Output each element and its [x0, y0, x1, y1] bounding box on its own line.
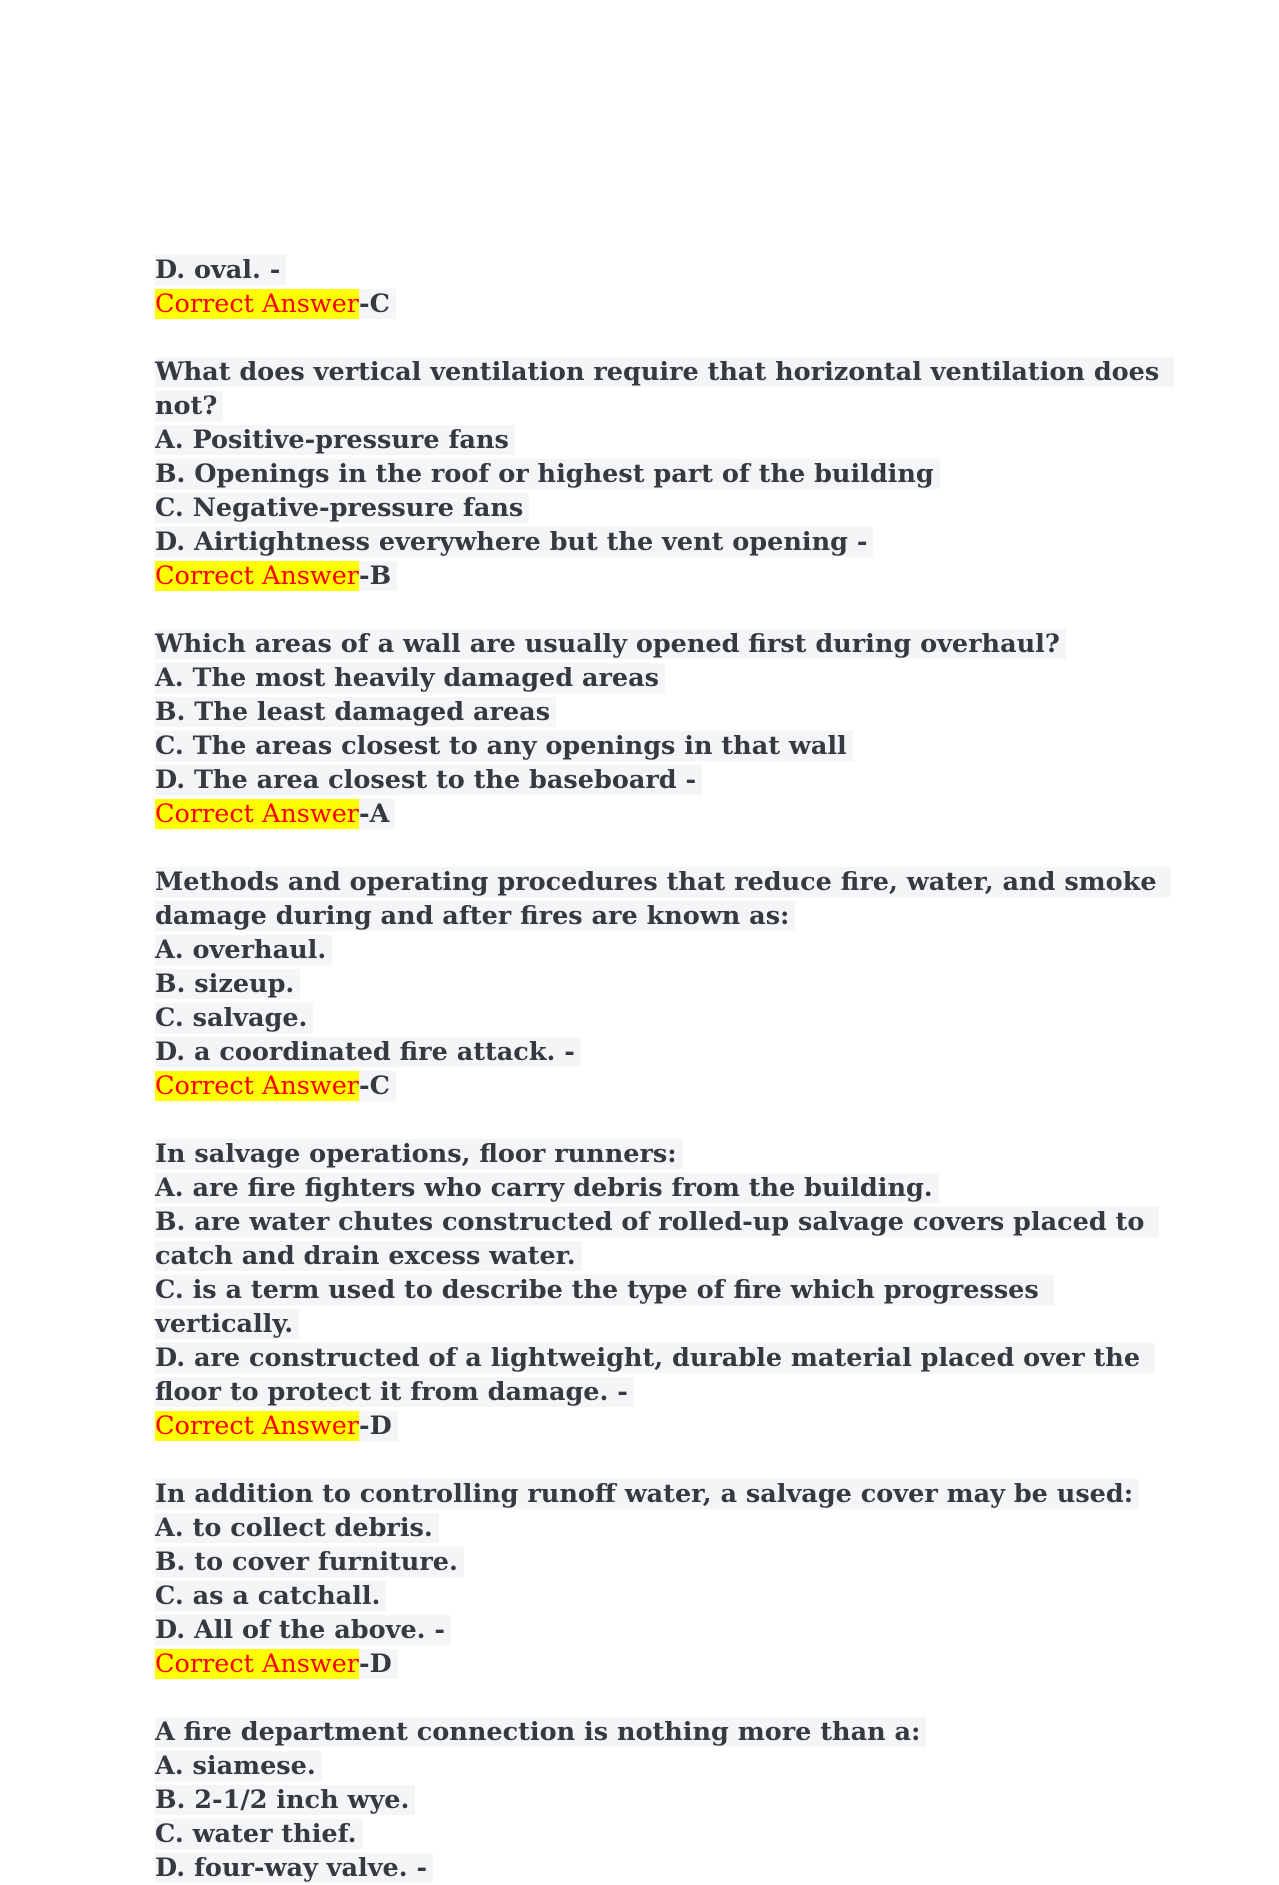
option-text: [155, 1341, 1165, 1409]
option-line: D. four-way valve. -: [155, 1853, 433, 1883]
question-block: [155, 627, 1165, 831]
question-line: In addition to controlling runoff water, a salvage cover may be used:: [155, 1479, 1139, 1509]
answer-separator: -: [359, 561, 370, 591]
question-block-continued: [155, 253, 1165, 321]
correct-answer-label: Correct Answer: [155, 1649, 359, 1679]
question-text: [155, 627, 1165, 661]
option-line: C. water thief.: [155, 1819, 363, 1849]
option-line: C. is a term used to describe the type of fire which progresses vertically.: [155, 1275, 1054, 1339]
question-block: [155, 865, 1165, 1103]
option-text: [155, 1783, 1165, 1817]
question-block: [155, 1715, 1165, 1885]
block-spacer: [155, 831, 1165, 865]
option-line: B. sizeup.: [155, 969, 300, 999]
question-text: [155, 1137, 1165, 1171]
option-text: [155, 253, 1165, 287]
option-line: B. to cover furniture.: [155, 1547, 464, 1577]
question-line: What does vertical ventilation require that horizontal ventilation does not?: [155, 357, 1174, 421]
correct-answer-label: Correct Answer: [155, 1411, 359, 1441]
block-spacer: [155, 321, 1165, 355]
option-text: [155, 1817, 1165, 1851]
correct-answer-label: Correct Answer: [155, 561, 359, 591]
block-spacer: [155, 593, 1165, 627]
option-line: A. Positive-pressure fans: [155, 425, 515, 455]
document-page: [155, 253, 1169, 1885]
option-line: A. The most heavily damaged areas: [155, 663, 665, 693]
correct-answer: [155, 797, 1165, 831]
option-text: [155, 933, 1165, 967]
correct-answer: [155, 1647, 1165, 1681]
answer-separator: -: [359, 1411, 370, 1441]
option-text: [155, 967, 1165, 1001]
answer-separator: -: [359, 799, 370, 829]
option-text: [155, 729, 1165, 763]
option-line: A. are fire fighters who carry debris from the building.: [155, 1173, 939, 1203]
answer-letter: C: [370, 1071, 396, 1101]
option-text: [155, 1749, 1165, 1783]
option-line: A. siamese.: [155, 1751, 322, 1781]
option-text: [155, 1171, 1165, 1205]
answer-separator: -: [359, 1071, 370, 1101]
correct-answer-label: Correct Answer: [155, 289, 359, 319]
option-line: C. as a catchall.: [155, 1581, 386, 1611]
option-text: [155, 1273, 1165, 1341]
question-block: [155, 1477, 1165, 1681]
question-line: A fire department connection is nothing more than a:: [155, 1717, 926, 1747]
option-text: [155, 423, 1165, 457]
option-text: [155, 763, 1165, 797]
question-line: Which areas of a wall are usually opened first during overhaul?: [155, 629, 1066, 659]
option-line: D. are constructed of a lightweight, durable material placed over the floor to protect it from damage. -: [155, 1343, 1155, 1407]
option-line: C. Negative-pressure fans: [155, 493, 529, 523]
option-line: A. to collect debris.: [155, 1513, 439, 1543]
answer-letter: A: [370, 799, 396, 829]
option-line: D. Airtightness everywhere but the vent opening -: [155, 527, 873, 557]
option-line: A. overhaul.: [155, 935, 332, 965]
correct-answer: [155, 287, 1165, 321]
answer-letter: D: [370, 1649, 398, 1679]
block-spacer: [155, 1681, 1165, 1715]
answer-letter: B: [370, 561, 398, 591]
question-block: [155, 1137, 1165, 1443]
option-text: [155, 491, 1165, 525]
option-line: D. The area closest to the baseboard -: [155, 765, 702, 795]
option-text: [155, 1205, 1165, 1273]
correct-answer: [155, 1409, 1165, 1443]
option-text: [155, 457, 1165, 491]
option-text: [155, 695, 1165, 729]
correct-answer: [155, 559, 1165, 593]
option-line: B. are water chutes constructed of rolled-up salvage covers placed to catch and drain excess water.: [155, 1207, 1159, 1271]
option-line: D. All of the above. -: [155, 1615, 451, 1645]
option-line: B. 2-1/2 inch wye.: [155, 1785, 415, 1815]
option-text: [155, 1579, 1165, 1613]
question-block: [155, 355, 1169, 593]
option-line: D. a coordinated fire attack. -: [155, 1037, 581, 1067]
correct-answer-label: Correct Answer: [155, 1071, 359, 1101]
answer-letter: C: [370, 289, 396, 319]
answer-letter: D: [370, 1411, 398, 1441]
option-text: [155, 1851, 1165, 1885]
answer-separator: -: [359, 289, 370, 319]
option-text: [155, 1511, 1165, 1545]
question-text: [155, 355, 1169, 423]
block-spacer: [155, 1103, 1165, 1137]
correct-answer: [155, 1069, 1165, 1103]
answer-separator: -: [359, 1649, 370, 1679]
option-text: [155, 1001, 1165, 1035]
option-line: D. oval. -: [155, 255, 286, 285]
block-spacer: [155, 1443, 1165, 1477]
option-text: [155, 661, 1165, 695]
option-line: C. salvage.: [155, 1003, 313, 1033]
question-text: [155, 1715, 1165, 1749]
option-line: C. The areas closest to any openings in that wall: [155, 731, 853, 761]
option-text: [155, 1613, 1165, 1647]
correct-answer-label: Correct Answer: [155, 799, 359, 829]
question-text: [155, 1477, 1165, 1511]
option-text: [155, 525, 1165, 559]
question-text: [155, 865, 1165, 933]
option-line: B. Openings in the roof or highest part of the building: [155, 459, 940, 489]
option-text: [155, 1035, 1165, 1069]
option-text: [155, 1545, 1165, 1579]
question-line: In salvage operations, floor runners:: [155, 1139, 683, 1169]
option-line: B. The least damaged areas: [155, 697, 556, 727]
question-line: Methods and operating procedures that reduce fire, water, and smoke damage during and after fires are known as:: [155, 867, 1171, 931]
